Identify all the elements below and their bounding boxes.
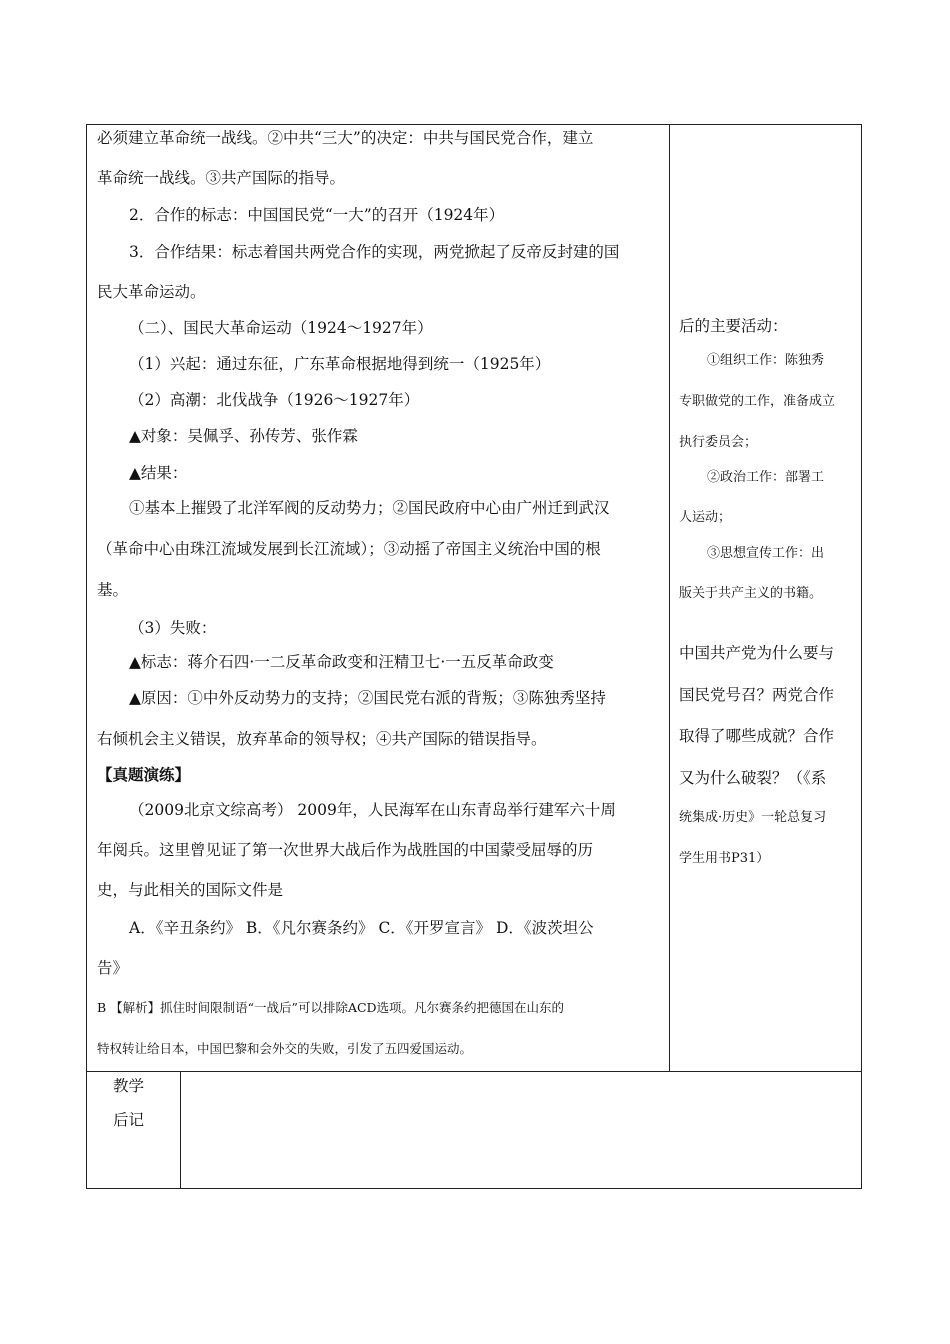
- main-line: 民大革命运动。: [97, 283, 206, 301]
- main-line: ▲对象：吴佩孚、孙传芳、张作霖: [129, 427, 358, 445]
- side-question: 中国共产党为什么要与: [679, 644, 835, 662]
- main-line: ▲结果：: [129, 464, 188, 482]
- main-line: （2）高潮：北伐战争（1926～1927年）: [129, 391, 420, 409]
- side-question: 取得了哪些成就？合作: [679, 727, 835, 745]
- side-line: ③思想宣传工作：出: [707, 546, 825, 561]
- section-heading: （二）、国民大革命运动（1924～1927年）: [129, 319, 433, 337]
- side-line: 版关于共产主义的书籍。: [679, 586, 823, 601]
- answer-options: 告》: [97, 959, 129, 977]
- answer-options: A．《辛丑条约》 B．《凡尔赛条约》 C．《开罗宣言》 D．《波茨坦公: [129, 919, 594, 937]
- analysis-line: 特权转让给日本，中国巴黎和会外交的失败，引发了五四爱国运动。: [97, 1041, 473, 1056]
- main-line: ▲标志：蒋介石四·一二反革命政变和汪精卫七·一五反革命政变: [129, 653, 554, 671]
- side-line: 执行委员会；: [679, 435, 758, 450]
- teaching-notes-row: [86, 1071, 862, 1189]
- side-line: 后的主要活动：: [679, 317, 788, 335]
- question-line: 年阅兵。这里曾见证了第一次世界大战后作为战胜国的中国蒙受屈辱的历: [97, 841, 594, 859]
- notes-label: 后记: [113, 1111, 145, 1129]
- side-question: 又为什么破裂？（《系: [679, 769, 827, 787]
- question-line: （2009北京文综高考） 2009年，人民海军在山东青岛举行建军六十周: [129, 801, 616, 819]
- analysis-line: B 【解析】抓住时间限制语“一战后”可以排除ACD选项。凡尔赛条约把德国在山东的: [97, 1000, 565, 1015]
- question-line: 史，与此相关的国际文件是: [97, 881, 284, 899]
- main-line: 2．合作的标志：中国国民党“一大”的召开（1924年）: [129, 206, 505, 224]
- side-question: 统集成·历史》一轮总复习: [679, 810, 827, 825]
- side-line: 人运动；: [679, 510, 732, 525]
- main-line: ▲原因：①中外反动势力的支持；②国民党右派的背叛；③陈独秀坚持: [129, 689, 606, 707]
- main-line: 右倾机会主义错误，放弃革命的领导权；④共产国际的错误指导。: [97, 730, 547, 748]
- side-question: 国民党号召？两党合作: [679, 686, 835, 704]
- practice-heading: 【真题演练】: [97, 765, 191, 784]
- main-line: 革命统一战线。③共产国际的指导。: [97, 169, 346, 187]
- main-line: ①基本上摧毁了北洋军阀的反动势力；②国民政府中心由广州迁到武汉: [129, 499, 610, 517]
- notes-label: 教学: [113, 1077, 145, 1095]
- main-line: 基。: [97, 581, 129, 599]
- main-line: （革命中心由珠江流域发展到长江流域）；③动摇了帝国主义统治中国的根: [97, 540, 601, 558]
- main-line: 必须建立革命统一战线。②中共“三大”的决定：中共与国民党合作，建立: [97, 129, 594, 147]
- side-question: 学生用书P31）: [679, 851, 770, 866]
- side-line: ②政治工作：部署工: [707, 470, 825, 485]
- side-line: 专职做党的工作，准备成立: [679, 394, 836, 409]
- main-line: 3．合作结果：标志着国共两党合作的实现，两党掀起了反帝反封建的国: [129, 243, 620, 261]
- column-divider: [669, 124, 670, 1072]
- main-line: （3）失败：: [129, 619, 217, 637]
- side-line: ①组织工作：陈独秀: [707, 353, 825, 368]
- notes-divider: [180, 1071, 181, 1189]
- main-line: （1）兴起：通过东征，广东革命根据地得到统一（1925年）: [129, 355, 551, 373]
